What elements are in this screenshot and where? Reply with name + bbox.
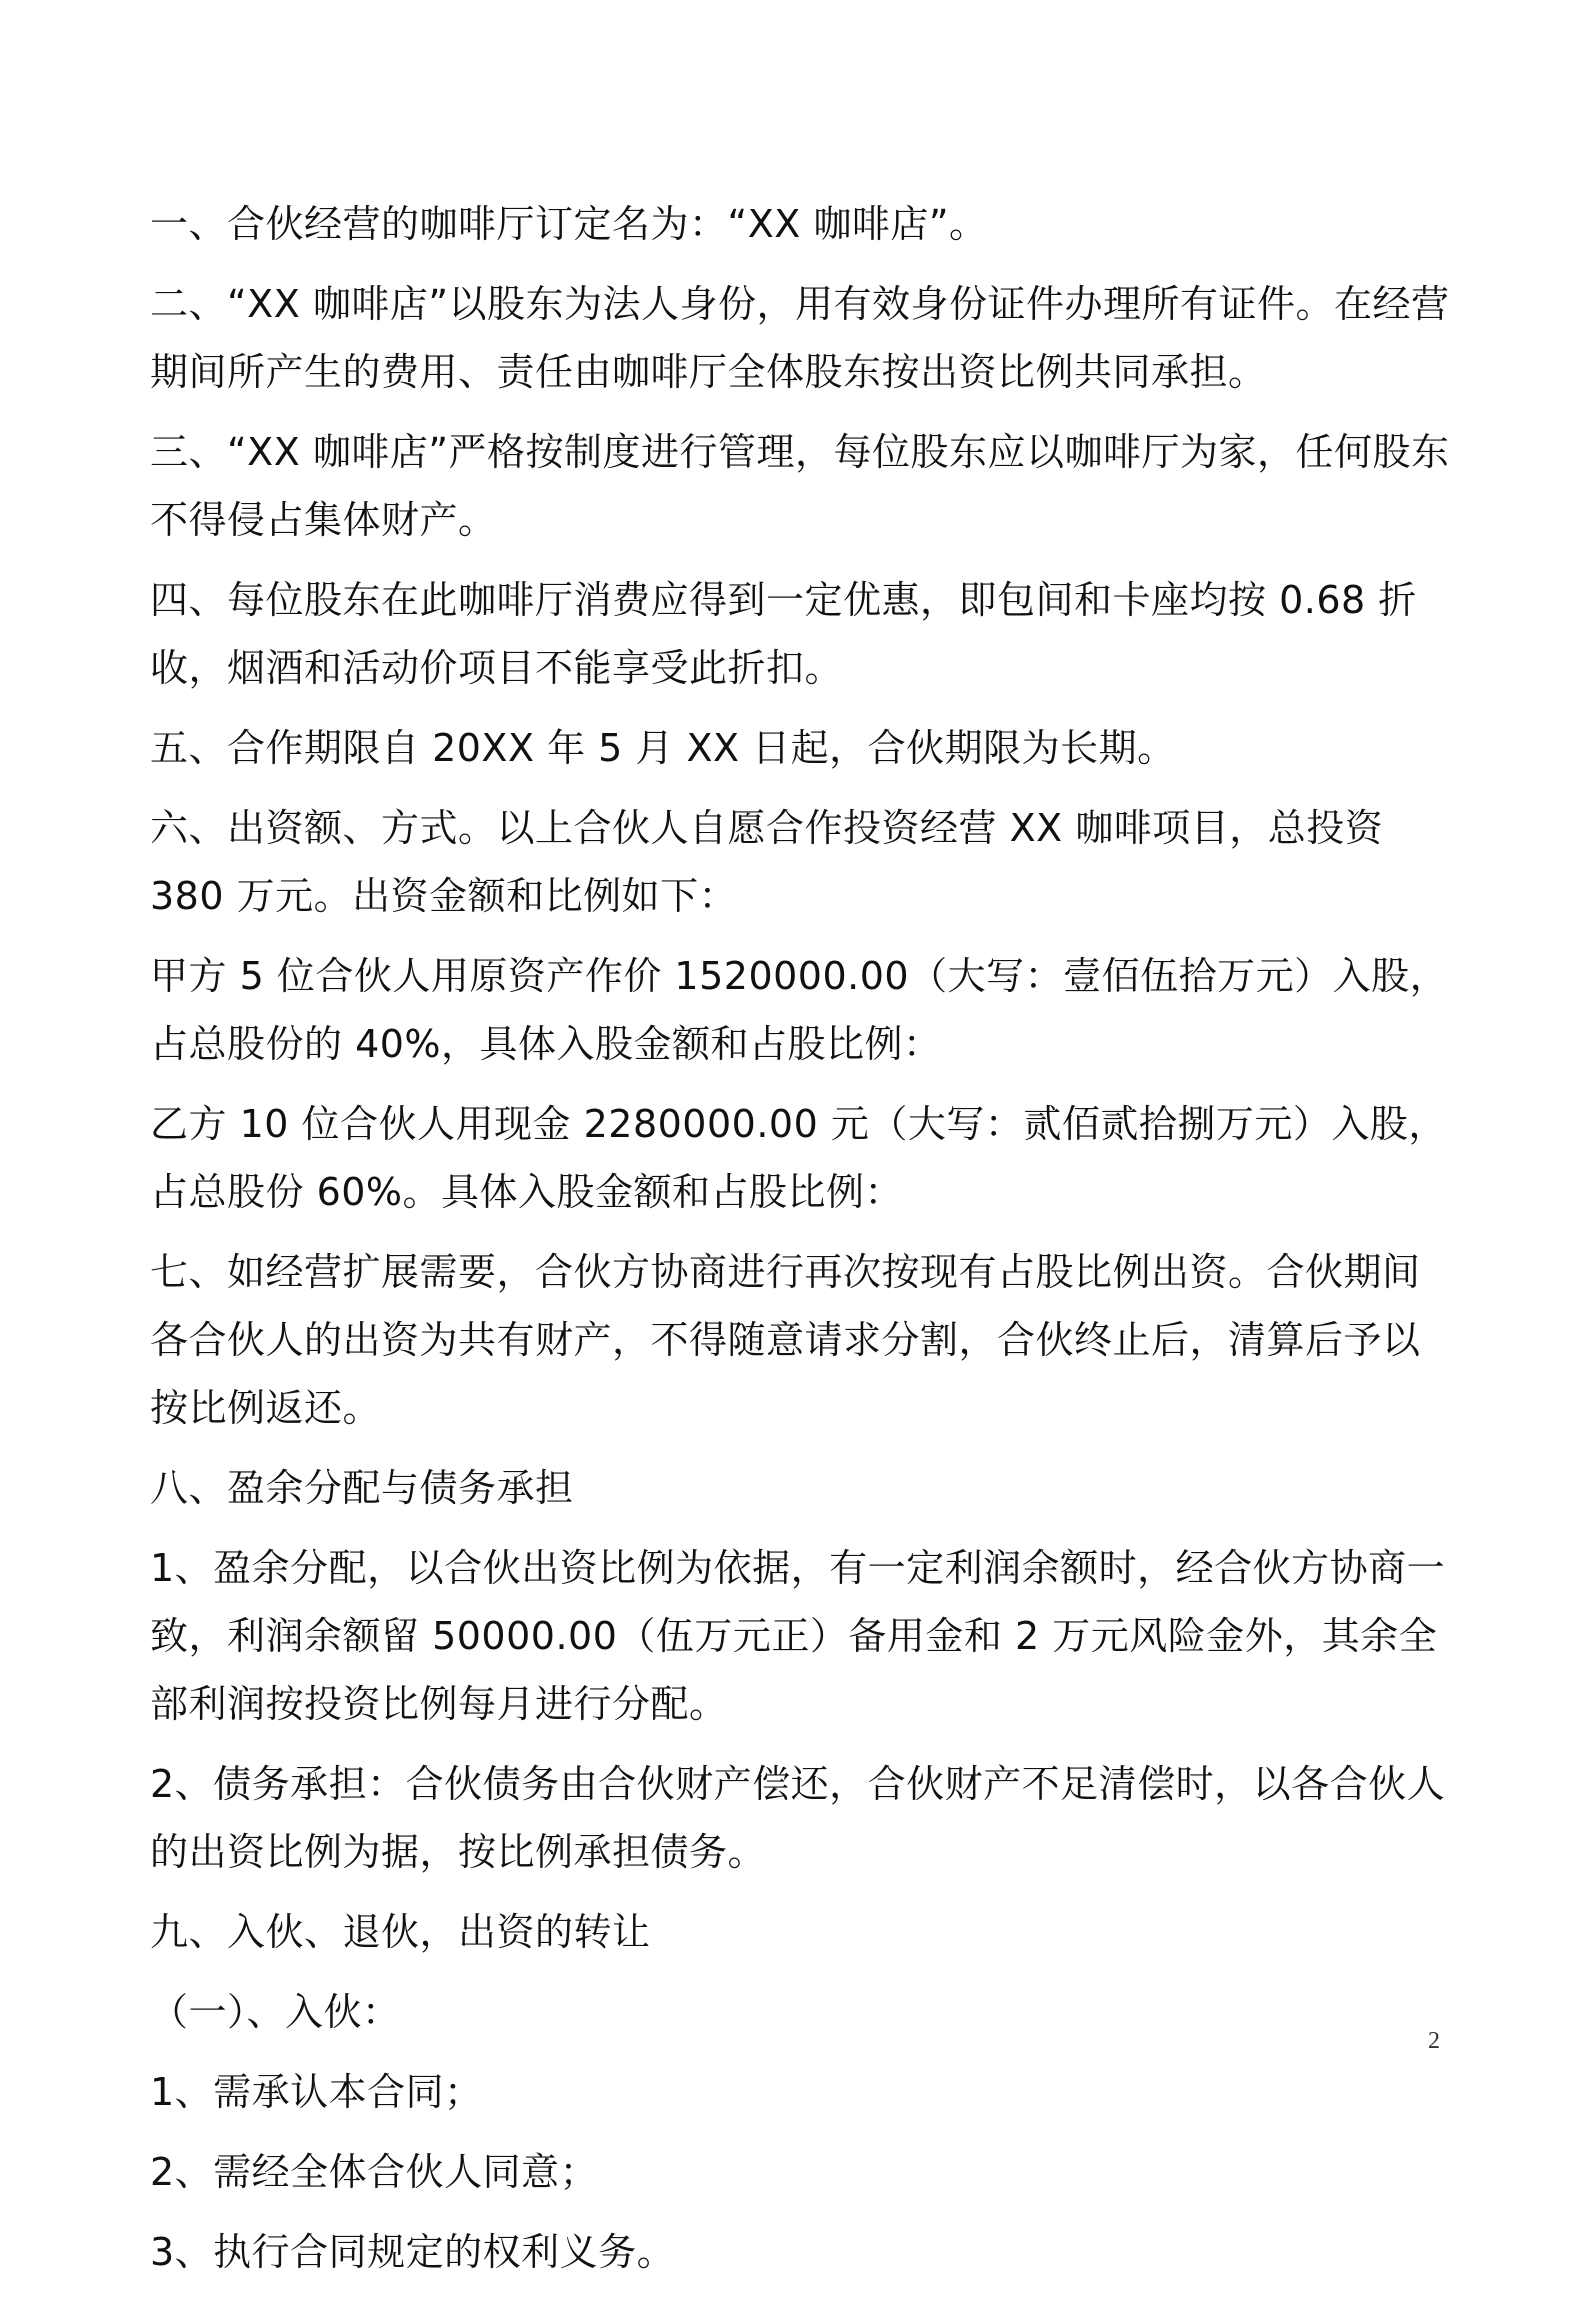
joining-subheading: （一）、入伙：	[150, 1990, 401, 2034]
profit-distribution-paragraph: 1、盈余分配，以合伙出资比例为依据，有一定利润余额时，经合伙方协商一致，利润余额留 50000.00（伍万元正）备用金和 2 万元风险金外，其余全部利润按投资比例每月进行分配。	[150, 1546, 1446, 1726]
clause-7-paragraph: 七、如经营扩展需要，合伙方协商进行再次按现有占股比例出资。合伙期间各合伙人的出资为共有财产，不得随意请求分割，合伙终止后，清算后予以按比例返还。	[150, 1250, 1421, 1430]
clause-1-paragraph: 一、合伙经营的咖啡厅订定名为：“XX 咖啡店”。	[150, 202, 988, 246]
clause-3-paragraph: 三、“XX 咖啡店”严格按制度进行管理，每位股东应以咖啡厅为家，任何股东不得侵占集体财产。	[150, 430, 1450, 542]
clause-4-paragraph: 四、每位股东在此咖啡厅消费应得到一定优惠，即包间和卡座均按 0.68 折收，烟酒和活动价项目不能享受此折扣。	[150, 578, 1417, 690]
party-b-investment-paragraph: 乙方 10 位合伙人用现金 2280000.00 元（大写：贰佰贰拾捌万元）入股，占总股份 60%。具体入股金额和占股比例：	[150, 1102, 1447, 1214]
clause-6-paragraph: 六、出资额、方式。以上合伙人自愿合作投资经营 XX 咖啡项目，总投资 380 万元。出资金额和比例如下：	[150, 806, 1384, 918]
joining-item-2: 2、需经全体合伙人同意；	[150, 2150, 599, 2194]
page-number: 2	[1428, 2028, 1440, 2054]
clause-5-paragraph: 五、合作期限自 20XX 年 5 月 XX 日起，合伙期限为长期。	[150, 726, 1176, 770]
document-body	[150, 190, 1450, 2298]
clause-9-heading: 九、入伙、退伙，出资的转让	[150, 1910, 651, 1954]
debt-bearing-paragraph: 2、债务承担：合伙债务由合伙财产偿还，合伙财产不足清偿时，以各合伙人的出资比例为据，按比例承担债务。	[150, 1762, 1446, 1874]
party-a-investment-paragraph: 甲方 5 位合伙人用原资产作价 1520000.00（大写：壹佰伍拾万元）入股，占总股份的 40%，具体入股金额和占股比例：	[150, 954, 1449, 1066]
joining-item-3: 3、执行合同规定的权利义务。	[150, 2230, 676, 2274]
clause-2-paragraph: 二、“XX 咖啡店”以股东为法人身份，用有效身份证件办理所有证件。在经营期间所产生的费用、责任由咖啡厅全体股东按出资比例共同承担。	[150, 282, 1450, 394]
joining-item-1: 1、需承认本合同；	[150, 2070, 483, 2114]
clause-8-heading: 八、盈余分配与债务承担	[150, 1466, 574, 1510]
